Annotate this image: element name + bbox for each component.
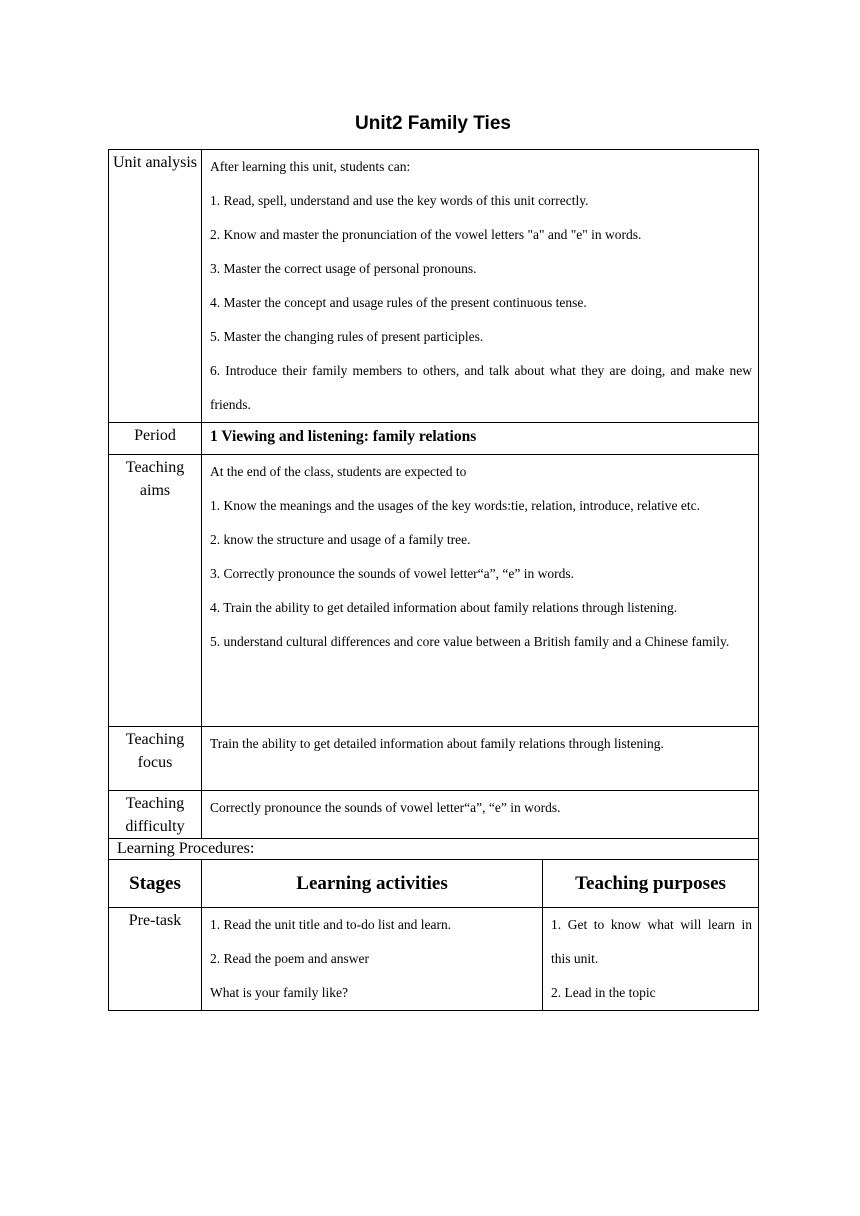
procedure-row [109,908,759,1011]
lesson-plan-table [108,149,759,1011]
teaching-aims-content [202,455,759,727]
unit-analysis-line: 3. Master the correct usage of personal pronouns. [210,261,477,276]
teaching-aims-line: 4. Train the ability to get detailed information about family relations through listening. [210,600,678,615]
teaching-difficulty-text: Correctly pronounce the sounds of vowel letter“a”, “e” in words. [202,791,759,839]
procedures-row [109,839,759,860]
teaching-aims-line: 3. Correctly pronounce the sounds of vowel letter“a”, “e” in words. [210,566,575,581]
purposes-header: Teaching purposes [543,860,759,908]
procedures-header-row [109,860,759,908]
page-title: Unit2 Family Ties [355,113,511,134]
purpose-line: 1. Get to know what will learn in this unit. [551,917,752,966]
purpose-line: 2. Lead in the topic [551,985,656,1000]
purposes-cell [543,908,759,1011]
teaching-aims-line: 5. understand cultural differences and core value between a British family and a Chinese family. [210,634,730,649]
teaching-aims-line: 2. know the structure and usage of a family tree. [210,532,471,547]
activity-line: 1. Read the unit title and to-do list and learn. [210,917,452,932]
unit-analysis-row [109,150,759,423]
unit-analysis-label: Unit analysis [109,150,202,423]
teaching-aims-line: 1. Know the meanings and the usages of the key words:tie, relation, introduce, relative etc. [210,498,700,513]
teaching-difficulty-row [109,791,759,839]
procedures-label: Learning Procedures: [109,839,759,860]
teaching-aims-row [109,455,759,727]
period-label: Period [109,423,202,455]
unit-analysis-content [202,150,759,423]
activity-line: What is your family like? [210,985,348,1000]
period-value: 1 Viewing and listening: family relations [202,423,759,455]
unit-analysis-line: 1. Read, spell, understand and use the key words of this unit correctly. [210,193,589,208]
period-row [109,423,759,455]
stages-header: Stages [109,860,202,908]
unit-analysis-line: 6. Introduce their family members to others, and talk about what they are doing, and make new friends. [210,363,752,412]
activity-line: 2. Read the poem and answer [210,951,369,966]
unit-analysis-line: 5. Master the changing rules of present participles. [210,329,484,344]
teaching-difficulty-label: Teaching difficulty [109,791,202,839]
unit-analysis-line: 2. Know and master the pronunciation of the vowel letters "a" and "e" in words. [210,227,642,242]
stage-cell: Pre-task [109,908,202,1011]
activities-cell [202,908,543,1011]
teaching-aims-line: At the end of the class, students are expected to [210,464,467,479]
teaching-focus-row [109,727,759,791]
unit-analysis-line: After learning this unit, students can: [210,159,411,174]
teaching-aims-label: Teaching aims [109,455,202,727]
teaching-focus-label: Teaching focus [109,727,202,791]
unit-analysis-line: 4. Master the concept and usage rules of the present continuous tense. [210,295,587,310]
activities-header: Learning activities [202,860,543,908]
teaching-focus-text: Train the ability to get detailed information about family relations through listening. [202,727,759,791]
